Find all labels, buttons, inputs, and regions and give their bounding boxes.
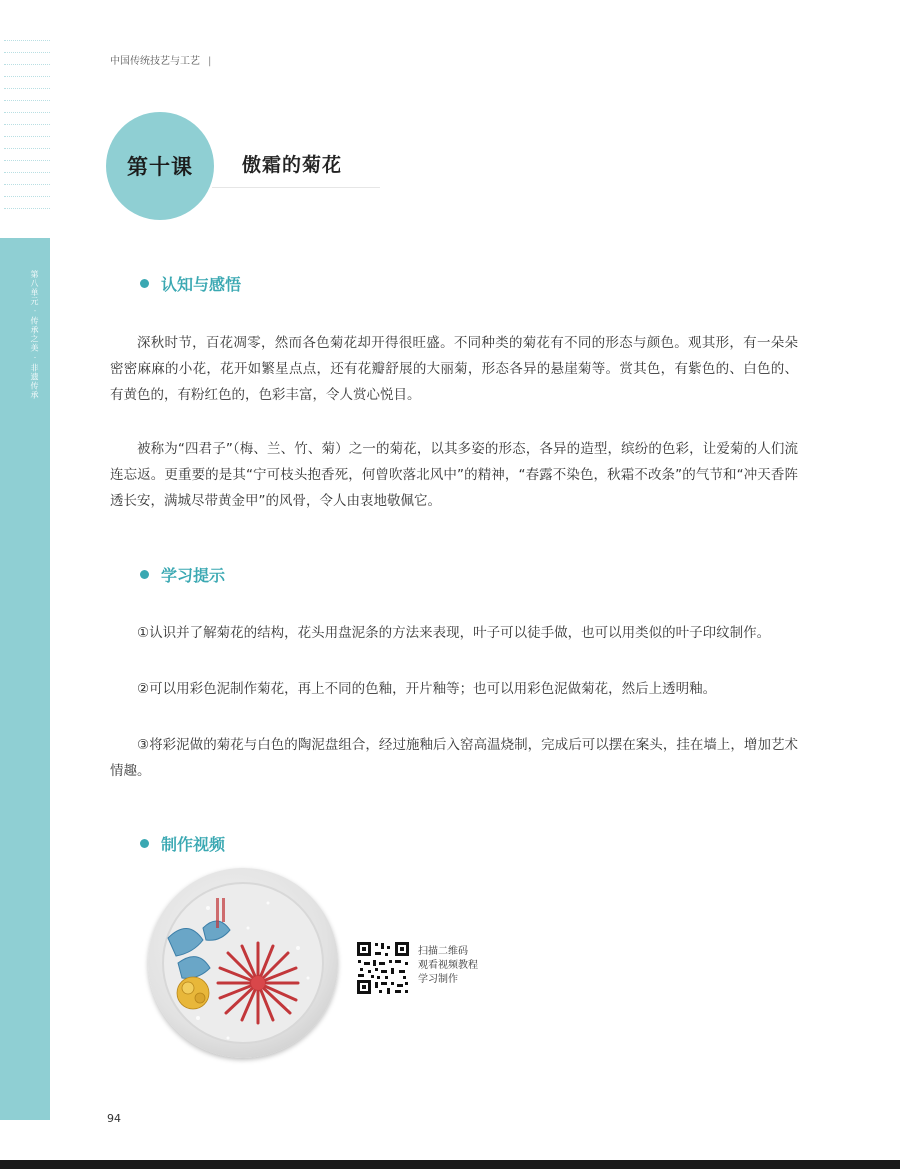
section-heading-tips: 学习提示 — [140, 563, 225, 586]
lesson-number: 第十课 — [127, 155, 193, 179]
running-head-text: 中国传统技艺与工艺 — [110, 56, 200, 67]
tips-item-2: ②可以用彩色泥制作菊花，再上不同的色釉，开片釉等；也可以用彩色泥做菊花，然后上透明釉。 — [137, 681, 717, 697]
bottom-bar — [0, 1160, 900, 1169]
perception-paragraph-1: 深秋时节，百花凋零，然而各色菊花却开得很旺盛。不同种类的菊花有不同的形态与颜色。观其形，有一朵朵密密麻麻的小花，花开如繁星点点，还有花瓣舒展的大丽菊，形态各异的悬崖菊等。赏其色，有紫色的、白色的、有黄色的，有粉红色的，色彩丰富，令人赏心悦目。 — [110, 335, 798, 403]
title-divider — [212, 187, 380, 188]
lesson-number-badge — [106, 112, 214, 220]
running-head: 中国传统技艺与工艺 | — [110, 56, 212, 67]
side-band-text: 第八单元 · 传承之美 · 非遗传承 — [30, 270, 39, 400]
page-number: 94 — [107, 1112, 121, 1125]
lesson-title: 傲霜的菊花 — [242, 154, 343, 176]
qr-caption: 扫描二维码 观看视频教程 学习制作 — [418, 946, 478, 985]
side-band — [0, 238, 50, 1120]
chrysanthemum-plate-image — [148, 868, 338, 1058]
bullet-icon — [140, 279, 149, 288]
chrysanthemum-plate-illustration — [148, 868, 338, 1058]
tips-item-1: ①认识并了解菊花的结构，花头用盘泥条的方法来表现，叶子可以徒手做，也可以用类似的叶子印纹制作。 — [137, 625, 771, 641]
section-heading-video: 制作视频 — [140, 832, 225, 855]
bullet-icon — [140, 570, 149, 579]
perception-paragraph-2: 被称为“四君子”（梅、兰、竹、菊）之一的菊花，以其多姿的形态，各异的造型，缤纷的色彩，让爱菊的人们流连忘返。更重要的是其“宁可枝头抱香死，何曾吹落北风中”的精神，“春露不染色，秋霜不改条”的气节和“冲天香阵透长安，满城尽带黄金甲”的风骨，令人由衷地敬佩它。 — [110, 441, 798, 509]
bullet-icon — [140, 839, 149, 848]
qr-code[interactable] — [355, 940, 411, 996]
tips-item-3: ③将彩泥做的菊花与白色的陶泥盘组合，经过施釉后入窑高温烧制，完成后可以摆在案头，挂在墙上，增加艺术情趣。 — [110, 737, 798, 779]
dotted-margin-lines — [4, 40, 50, 220]
flower-center — [251, 976, 265, 990]
yellow-flower — [177, 977, 209, 1009]
qr-code-icon — [355, 940, 411, 996]
section-heading-perception: 认知与感悟 — [140, 272, 241, 295]
